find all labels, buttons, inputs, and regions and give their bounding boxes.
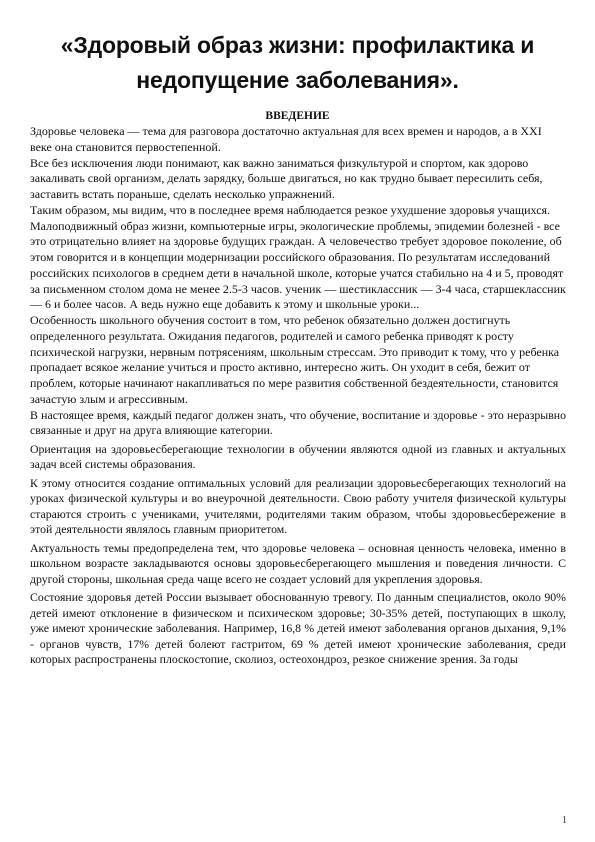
paragraph: К этому относится создание оптимальных условий для реализации здоровьесберегающих технологий на уроках физической культуры и во внеурочной деятельности. Свою работу учителя физической культуры стараются строить с учениками, учителями, родителями таким образом, чтобы здоровьесбережение в этой деятельности являлось главным приоритетом.	[30, 475, 566, 536]
paragraph: Ориентация на здоровьесберегающие технологии в обучении являются одной из главных и актуальных задач всей системы образования.	[30, 441, 566, 471]
paragraph: Здоровье человека — тема для разговора достаточно актуальная для всех времен и народов, а в XXI веке она становится первостепенной.	[30, 124, 542, 154]
document-body	[30, 124, 566, 671]
page-number: 1	[562, 815, 567, 826]
section-heading: ВВЕДЕНИЕ	[265, 110, 330, 122]
paragraph: Таким образом, мы видим, что в последнее время наблюдается резкое ухудшение здоровья учащихся. Малоподвижный образ жизни, компьютерные игры, экологические проблемы, эпидемии болезней - все это отрицательно влияет на здоровье будущих граждан. А человечество требует здоровое поколение, об этом говорится и в концепции модернизации российского образования. По результатам исследований российских психологов в среднем дети в начальной школе, которые учатся стабильно на 4 и 5, проводят за письменном столом дома не менее 2.5-3 часов. ученик — шестиклассник — 3-4 часа, старшеклассник — 6 и более часов. А ведь нужно еще добавить к этому и школьные уроки...	[30, 202, 566, 312]
document-title: «Здоровый образ жизни: профилактика и недопущение заболевания».	[60, 32, 535, 93]
paragraph: Все без исключения люди понимают, как важно заниматься физкультурой и спортом, как здорово закаливать свой организм, делать зарядку, больше двигаться, но как трудно бывает пересилить себя, заставить встать пораньше, сделать несколько упражнений.	[30, 155, 543, 201]
paragraph: В настоящее время, каждый педагог должен знать, что обучение, воспитание и здоровье - это неразрывно связанные и друг на друга влияющие категории.	[30, 407, 566, 437]
paragraph: Состояние здоровья детей России вызывает обоснованную тревогу. По данным специалистов, около 90% детей имеют отклонение в физическом и психическом здоровье; 30-35% детей, поступающих в школу, уже имеют хронические заболевания. Например, 16,8 % детей имеют заболевания органов дыхания, 9,1% - органов чувств, 17% детей болеют гастритом, 69 % детей имеют хронические заболевания, среди которых распространены плоскостопие, сколиоз, остеохондроз, резкое снижение зрения. За годы	[30, 590, 566, 666]
paragraph: Актуальность темы предопределена тем, что здоровье человека – основная ценность человека, именно в школьном возрасте закладываются основы здоровьесберегающего мышления и поведения личности. С другой стороны, школьная среда чаще всего не создает условий для укрепления здоровья.	[30, 540, 566, 586]
paragraph: Особенность школьного обучения состоит в том, что ребенок обязательно должен достигнуть определенного результата. Ожидания педагогов, родителей и самого ребенка приводят к росту психической нагрузки, нервным потрясениям, школьным стрессам. Это приводит к тому, что у ребенка пропадает всякое желание учиться и просто активно, интересно жить. Он уходит в себя, бежит от проблем, которые начинают накапливаться по мере развития собственной бездеятельности, становится зачастую злым и агрессивным.	[30, 313, 560, 406]
